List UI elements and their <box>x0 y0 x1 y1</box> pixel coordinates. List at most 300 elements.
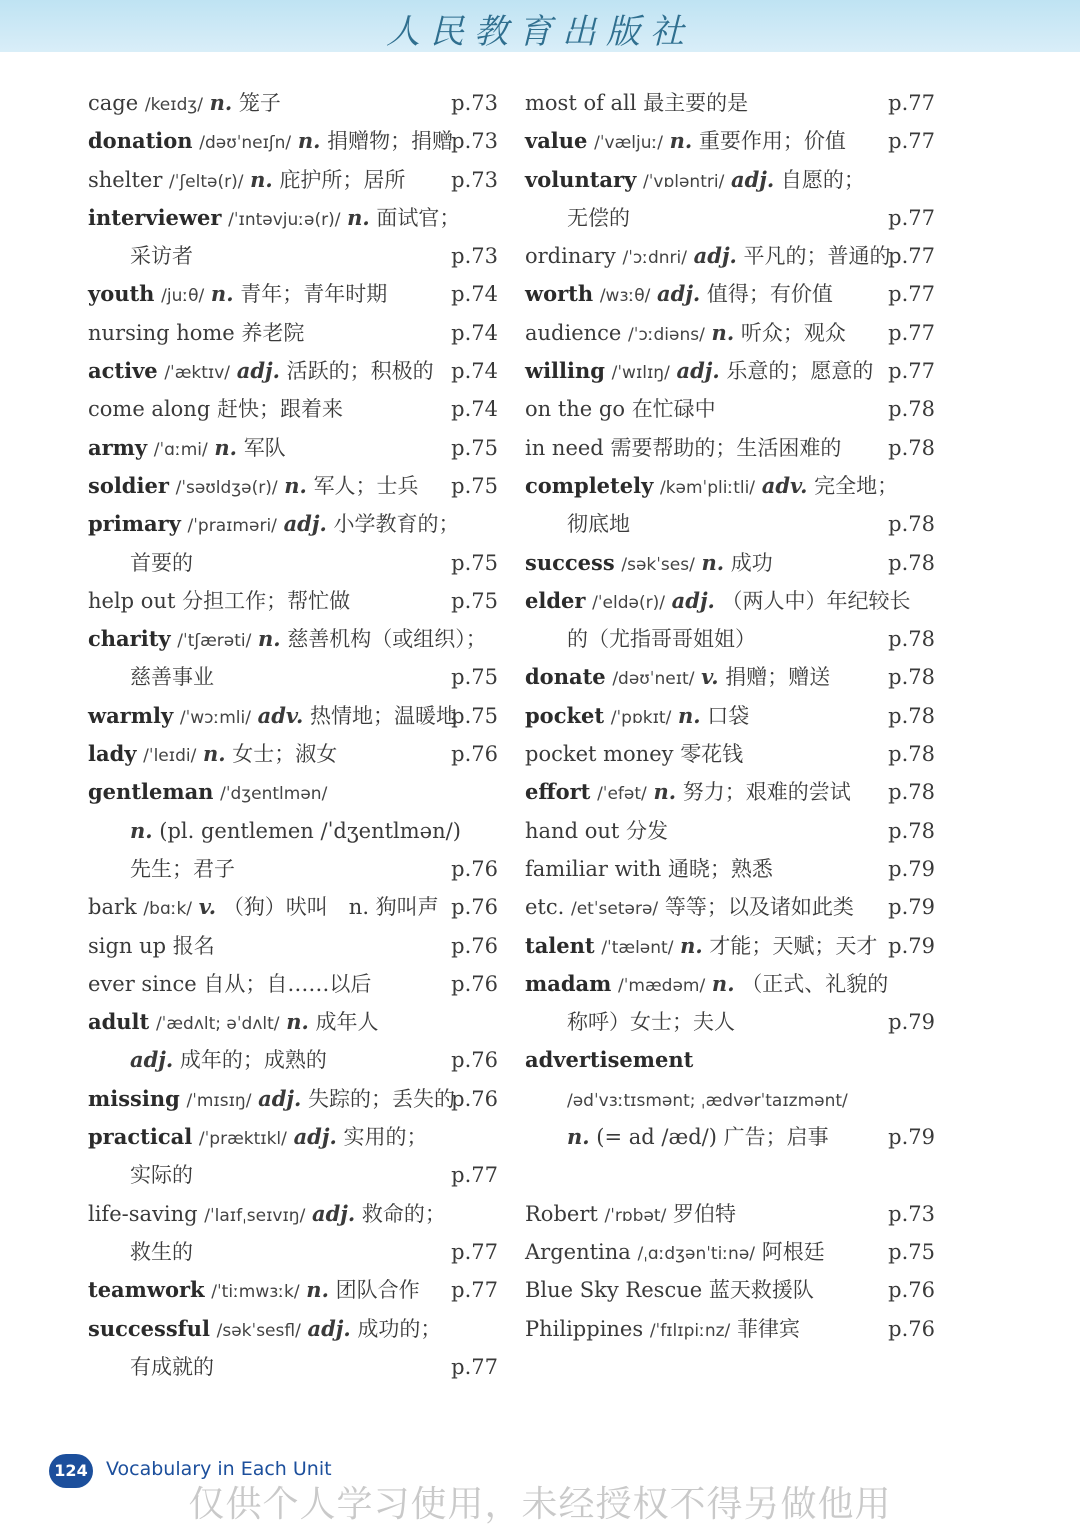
entry-def: 完全地； <box>814 473 899 498</box>
entry-text <box>525 972 888 996</box>
entry-page: p.78 <box>888 742 935 767</box>
entry-text <box>88 1202 446 1226</box>
entry-word: come along <box>88 397 211 422</box>
vocab-entry <box>525 505 935 543</box>
entry-text <box>525 819 668 843</box>
entry-word: shelter <box>88 167 163 192</box>
entry-pos: n. <box>347 204 370 230</box>
entry-pos: adj. <box>657 281 701 307</box>
vocab-entry <box>88 122 498 160</box>
entry-def: 先生；君子 <box>130 856 235 881</box>
vocab-entry <box>525 697 935 735</box>
entry-word: effort <box>525 779 591 805</box>
vocab-entry <box>88 390 498 428</box>
vocab-entry <box>525 544 935 582</box>
entry-text <box>525 1202 736 1226</box>
entry-page: p.75 <box>451 473 498 498</box>
entry-pron: /wɜːθ/ <box>599 286 651 307</box>
entry-pos: adj. <box>293 1124 337 1150</box>
entry-def: 采访者 <box>130 244 193 269</box>
entry-word: ordinary <box>525 244 616 269</box>
entry-text <box>525 206 630 230</box>
vocab-entry <box>88 199 498 237</box>
entry-text <box>525 665 830 689</box>
entry-word: on the go <box>525 397 625 422</box>
vocab-entry <box>525 1080 935 1118</box>
entry-def: （两人中）年纪较长 <box>721 588 911 613</box>
entry-def: 捐赠；赠送 <box>725 665 831 690</box>
entry-def: 养老院 <box>241 320 305 345</box>
entry-def: 青年；青年时期 <box>240 282 388 307</box>
entry-text <box>525 857 773 881</box>
entry-word: success <box>525 549 615 575</box>
entry-word: missing <box>88 1085 180 1111</box>
entry-pron: /bɑːk/ <box>143 899 193 920</box>
entry-text <box>525 934 877 958</box>
vocab-entry <box>525 314 935 352</box>
vocab-entry <box>88 544 498 582</box>
entry-word: warmly <box>88 702 174 728</box>
entry-text <box>525 704 749 728</box>
vocab-entry <box>88 1156 498 1194</box>
watermark: 仅供个人学习使用，未经授权不得另做他用 <box>188 1484 892 1525</box>
entry-page: p.76 <box>451 933 498 958</box>
vocab-entry <box>525 352 935 390</box>
vocab-entry <box>88 429 498 467</box>
entry-page: p.76 <box>451 742 498 767</box>
vocab-entry <box>525 390 935 428</box>
entry-pron: /ədˈvɜːtɪsmənt; ˌædvərˈtaɪzmənt/ <box>567 1090 848 1111</box>
entry-page: p.78 <box>888 665 935 690</box>
entry-text <box>88 91 281 115</box>
entry-pos: n. <box>214 434 237 460</box>
entry-page: p.79 <box>888 933 935 958</box>
entry-def: 听众；观众 <box>740 320 846 345</box>
entry-def: （狗）吠叫 n. 狗叫声 <box>222 895 439 920</box>
entry-page: p.73 <box>451 244 498 269</box>
entry-def: 无偿的 <box>567 205 630 230</box>
entry-def: 军队 <box>243 435 286 460</box>
entry-def: 成功的； <box>357 1316 442 1341</box>
vocab-entry <box>525 122 935 160</box>
vocab-entry <box>525 888 935 926</box>
entry-page: p.79 <box>888 856 935 881</box>
entry-word: audience <box>525 320 622 345</box>
entry-page: p.78 <box>888 627 935 652</box>
entry-text <box>88 168 405 192</box>
entry-def: 有成就的 <box>130 1354 214 1379</box>
entry-word: most of all <box>525 91 637 115</box>
entry-text <box>88 780 327 804</box>
vocab-entry <box>88 1195 498 1233</box>
entry-def: 面试官； <box>376 205 461 230</box>
vocab-entry <box>525 1041 935 1079</box>
entry-word: ever since <box>88 971 197 996</box>
entry-def: 阿根廷 <box>761 1239 825 1264</box>
entry-pron: /ˈwɪlɪŋ/ <box>611 363 670 384</box>
entry-def: 实际的 <box>130 1163 193 1188</box>
entry-def: 等等；以及诸如此类 <box>664 895 854 920</box>
entry-page: p.75 <box>451 435 498 460</box>
entry-word: lady <box>88 741 137 767</box>
entry-pos: n. <box>210 281 234 307</box>
entry-pos: adj. <box>676 358 720 384</box>
entry-page: p.75 <box>451 703 498 728</box>
entry-pron: /ˈleɪdi/ <box>143 746 197 767</box>
entry-text <box>525 1048 693 1072</box>
entry-word: charity <box>88 626 171 652</box>
entry-pron: /ˈfɪlɪpiːnz/ <box>649 1320 731 1341</box>
entry-text <box>88 244 193 268</box>
vocab-entry <box>525 199 935 237</box>
vocab-entry <box>88 927 498 965</box>
entry-def: 在忙碌中 <box>631 397 716 422</box>
entry-pron: /ˈɑːmi/ <box>153 439 208 460</box>
entry-text <box>88 1163 193 1187</box>
vocab-entry <box>525 582 935 620</box>
entry-pron: /ˌɑːdʒənˈtiːnə/ <box>637 1243 756 1264</box>
entry-page: p.78 <box>888 435 935 460</box>
entry-page: p.79 <box>888 1125 935 1150</box>
entry-text <box>88 895 439 919</box>
entry-def: 团队合作 <box>335 1278 420 1303</box>
entry-word: cage <box>88 91 139 115</box>
entry-def: 菲律宾 <box>736 1316 800 1341</box>
entry-word: etc. <box>525 895 565 920</box>
entry-text <box>88 321 304 345</box>
entry-word: gentleman <box>88 779 214 805</box>
entry-word: sign up <box>88 933 167 958</box>
entry-text <box>88 857 235 881</box>
vocab-entry <box>525 161 935 199</box>
entry-pos: n. <box>701 549 725 575</box>
entry-pron: /səkˈsesfl/ <box>216 1320 301 1341</box>
entry-page: p.77 <box>451 1278 498 1303</box>
entry-page: p.78 <box>888 703 935 728</box>
entry-pos: v. <box>198 894 217 920</box>
entry-pron: /ˈwɔːmli/ <box>179 707 251 728</box>
entry-pos: adj. <box>731 166 775 192</box>
entry-def: (= ad /æd/) 广告；启事 <box>596 1125 829 1150</box>
entry-def: 值得；有价值 <box>706 282 833 307</box>
entry-text <box>525 168 865 192</box>
entry-pos: adj. <box>258 1085 302 1111</box>
entry-def: 救生的 <box>130 1239 193 1264</box>
vocab-entry <box>525 850 935 888</box>
entry-pron: /ˈɪntəvjuːə(r)/ <box>228 209 341 230</box>
vocab-entry <box>88 1348 498 1386</box>
entry-pos: adj. <box>311 1200 356 1226</box>
entry-page: p.75 <box>451 550 498 575</box>
entry-pos: adj. <box>693 243 737 269</box>
vocab-entry <box>88 1080 498 1118</box>
entry-word: soldier <box>88 472 169 498</box>
vocab-entry <box>525 1310 935 1348</box>
entry-word: help out <box>88 588 176 613</box>
entry-pron: /juːθ/ <box>161 286 205 307</box>
entry-def: 报名 <box>172 933 215 958</box>
entry-text <box>525 512 630 536</box>
entry-def: 需要帮助的；生活困难的 <box>610 435 842 460</box>
vocab-entry <box>88 1118 498 1156</box>
entry-text <box>525 244 891 268</box>
entry-text <box>525 627 756 651</box>
entry-text <box>525 282 833 306</box>
vocab-entry <box>88 697 498 735</box>
entry-pos: n. <box>678 702 701 728</box>
entry-text <box>88 206 460 230</box>
entry-def: 慈善事业 <box>130 665 214 690</box>
entry-def: 成年人 <box>315 1010 379 1035</box>
entry-page: p.77 <box>888 359 935 384</box>
vocab-entry <box>525 429 935 467</box>
vocab-entry <box>88 582 498 620</box>
entry-page: p.74 <box>451 397 498 422</box>
entry-pos: n. <box>680 932 703 958</box>
entry-text <box>525 1125 829 1149</box>
entry-text <box>88 551 193 575</box>
entry-def: 彻底地 <box>567 512 630 537</box>
entry-pron: /ˈɔːdnri/ <box>622 248 687 269</box>
entry-word: Blue Sky Rescue <box>525 1278 703 1303</box>
entry-page: p.74 <box>451 282 498 307</box>
entry-pron: /ˈædʌlt; əˈdʌlt/ <box>155 1014 280 1035</box>
page-number-badge: 124 <box>49 1454 93 1488</box>
vocab-entry <box>525 1271 935 1309</box>
entry-text <box>88 972 371 996</box>
entry-text <box>88 1317 441 1341</box>
entry-pron: /ˈtʃærəti/ <box>177 631 252 652</box>
entry-word: advertisement <box>525 1047 694 1073</box>
entry-pos: n. <box>286 1009 309 1035</box>
entry-page: p.78 <box>888 550 935 575</box>
vocab-entry <box>88 965 498 1003</box>
entry-def: 赶快；跟着来 <box>216 397 343 422</box>
entry-text <box>88 436 286 460</box>
entry-pron: /keɪdʒ/ <box>144 95 203 115</box>
entry-page: p.78 <box>888 397 935 422</box>
entry-page: p.76 <box>888 1316 935 1341</box>
entry-word: donation <box>88 128 193 154</box>
entry-pron: /ˈdʒentlmən/ <box>220 784 328 805</box>
entry-text <box>525 1087 848 1111</box>
entry-pron: /ˈmɪsɪŋ/ <box>186 1090 252 1111</box>
entry-page: p.77 <box>888 282 935 307</box>
vocab-entry <box>525 1118 935 1156</box>
entry-pos: adj. <box>130 1047 174 1073</box>
entry-def: 女士；淑女 <box>232 742 338 767</box>
entry-text <box>88 129 453 153</box>
entry-page: p.77 <box>888 91 935 115</box>
entry-pos: n. <box>203 741 226 767</box>
entry-def: 慈善机构（或组织）； <box>287 627 487 652</box>
entry-text <box>525 1278 814 1302</box>
entry-pos: n. <box>306 1277 329 1303</box>
entry-text <box>525 1240 825 1264</box>
entry-page: p.76 <box>451 1048 498 1073</box>
entry-def: 失踪的；丢失的 <box>308 1086 456 1111</box>
vocab-entry <box>88 658 498 696</box>
entry-page: p.77 <box>451 1354 498 1379</box>
entry-word: completely <box>525 472 654 498</box>
entry-page: p.76 <box>451 856 498 881</box>
entry-text <box>88 397 343 421</box>
entry-page: p.76 <box>451 1086 498 1111</box>
vocab-entry <box>525 1195 935 1233</box>
entry-page: p.77 <box>888 205 935 230</box>
entry-def: 小学教育的； <box>333 512 460 537</box>
entry-text <box>88 1355 214 1379</box>
entry-def: 的（尤指哥哥姐姐） <box>567 627 756 652</box>
entry-page: p.77 <box>888 129 935 154</box>
vocab-entry <box>88 1003 498 1041</box>
vocab-entry <box>525 773 935 811</box>
entry-text <box>525 397 716 421</box>
vocab-entry <box>88 1041 498 1079</box>
vocab-entry <box>525 735 935 773</box>
vocab-column-right <box>525 84 935 1348</box>
entry-text <box>525 436 841 460</box>
entry-pos: adj. <box>236 358 280 384</box>
entry-pos: adv. <box>257 702 304 728</box>
entry-pos: n. <box>669 128 693 154</box>
entry-pron: /ˈpræktɪkl/ <box>198 1129 287 1150</box>
vocab-entry <box>525 467 935 505</box>
entry-page: p.78 <box>888 512 935 537</box>
entry-word: active <box>88 358 158 384</box>
vocab-entry <box>88 1233 498 1271</box>
vocab-entry <box>88 314 498 352</box>
entry-page: p.73 <box>888 1201 935 1226</box>
entry-def: 庇护所；居所 <box>279 167 406 192</box>
entry-pron: /ˈɔːdiəns/ <box>628 324 705 345</box>
entry-text <box>525 895 854 919</box>
entry-text <box>88 819 461 843</box>
entry-word: value <box>525 128 588 154</box>
entry-def: 分担工作；帮忙做 <box>182 588 351 613</box>
entry-text <box>525 1317 800 1341</box>
entry-def: 零花钱 <box>680 742 744 767</box>
vocab-entry <box>88 275 498 313</box>
vocab-entry <box>88 1271 498 1309</box>
entry-word: nursing home <box>88 320 235 345</box>
vocab-entry <box>88 237 498 275</box>
entry-text <box>88 474 419 498</box>
entry-gap <box>525 1156 935 1194</box>
entry-page: p.73 <box>451 129 498 154</box>
entry-pos: v. <box>701 664 719 690</box>
entry-def: 乐意的；愿意的 <box>726 359 874 384</box>
entry-def: 才能；天赋；天才 <box>709 933 878 958</box>
entry-word: voluntary <box>525 166 637 192</box>
entry-pos: n. <box>258 626 281 652</box>
entry-pron: /ˈvɒləntri/ <box>642 171 725 192</box>
entry-page: p.77 <box>451 1239 498 1264</box>
entry-text <box>525 321 846 345</box>
entry-def: 自从；自……以后 <box>203 971 372 996</box>
vocab-entry <box>88 1310 498 1348</box>
vocab-entry <box>525 812 935 850</box>
entry-def: 称呼）女士；夫人 <box>567 1010 735 1035</box>
entry-def: 成功 <box>730 550 773 575</box>
entry-word: talent <box>525 932 595 958</box>
entry-def: 罗伯特 <box>673 1201 737 1226</box>
entry-pron: /ˈrɒbət/ <box>604 1205 667 1226</box>
vocab-entry <box>88 773 498 811</box>
vocab-entry <box>525 658 935 696</box>
entry-def: 分发 <box>625 818 668 843</box>
entry-pron: /ˈæktɪv/ <box>164 363 231 384</box>
entry-text <box>88 704 457 728</box>
vocab-entry <box>88 850 498 888</box>
footer-title: Vocabulary in Each Unit <box>106 1458 332 1480</box>
entry-page: p.78 <box>888 780 935 805</box>
entry-def: 蓝天救援队 <box>708 1278 814 1303</box>
entry-def: 重要作用；价值 <box>698 129 846 154</box>
entry-text <box>88 359 434 383</box>
entry-text <box>88 282 387 306</box>
entry-word: elder <box>525 587 586 613</box>
entry-pos: n. <box>567 1124 590 1150</box>
vocab-entry <box>525 237 935 275</box>
entry-pos: n. <box>653 779 677 805</box>
entry-def: 笼子 <box>238 91 281 115</box>
entry-page: p.76 <box>451 971 498 996</box>
entry-def: 努力；艰难的尝试 <box>682 780 851 805</box>
entry-page: p.74 <box>451 359 498 384</box>
vocab-entry <box>525 1233 935 1271</box>
entry-text <box>525 474 898 498</box>
entry-page: p.79 <box>888 895 935 920</box>
entry-pron: /ˈtælənt/ <box>601 937 674 958</box>
vocab-entry <box>88 352 498 390</box>
vocab-entry <box>525 620 935 658</box>
vocab-entry <box>525 965 935 1003</box>
vocab-entry <box>525 275 935 313</box>
entry-def: 活跃的；积极的 <box>286 359 434 384</box>
entry-pron: /ˈmædəm/ <box>618 975 706 996</box>
entry-pron: /ˈpraɪməri/ <box>187 516 277 537</box>
entry-pron: /ˈvæljuː/ <box>594 133 663 154</box>
entry-def: 实用的； <box>343 1125 428 1150</box>
entry-page: p.75 <box>888 1239 935 1264</box>
entry-text <box>88 1240 193 1264</box>
entry-pron: /ˈpɒkɪt/ <box>610 707 672 728</box>
entry-text <box>525 91 748 115</box>
vocab-entry <box>88 620 498 658</box>
entry-word: Philippines <box>525 1316 644 1341</box>
entry-pron: /ˈeldə(r)/ <box>592 592 665 613</box>
entry-word: donate <box>525 664 606 690</box>
entry-def: 军人；士兵 <box>313 473 419 498</box>
entry-pos: adj. <box>671 587 715 613</box>
entry-page: p.78 <box>888 818 935 843</box>
entry-text <box>88 589 350 613</box>
entry-word: Robert <box>525 1201 598 1226</box>
vocab-entry <box>88 735 498 773</box>
entry-word: successful <box>88 1315 210 1341</box>
entry-word: army <box>88 434 148 460</box>
publisher-logo: 人民教育出版社 <box>386 12 694 52</box>
entry-def: 救命的； <box>361 1201 446 1226</box>
entry-text <box>525 780 851 804</box>
entry-text <box>88 934 215 958</box>
entry-text <box>88 1048 327 1072</box>
vocab-entry <box>88 812 498 850</box>
entry-text <box>88 1087 455 1111</box>
entry-def: （正式、礼貌的 <box>741 971 889 996</box>
entry-word: worth <box>525 281 594 307</box>
